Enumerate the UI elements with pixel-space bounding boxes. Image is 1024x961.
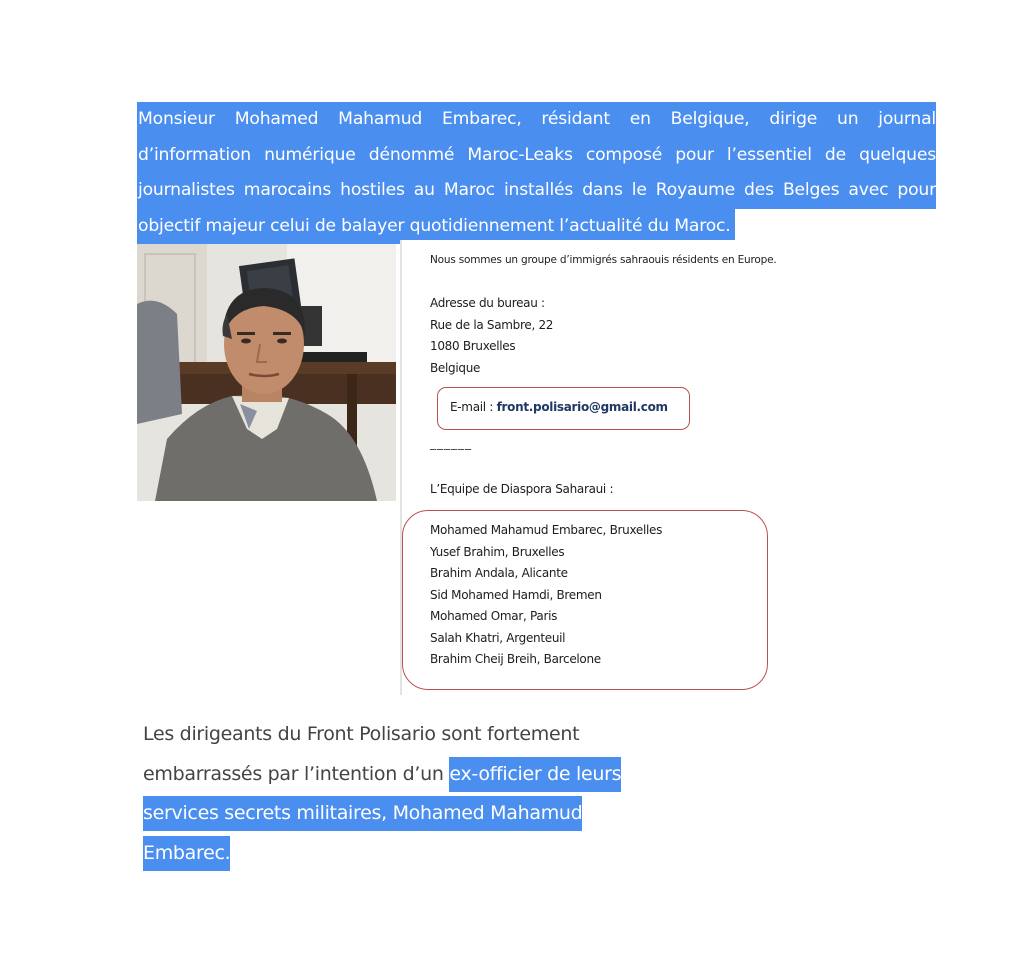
paragraph-line bbox=[143, 755, 703, 795]
team-list bbox=[430, 520, 662, 671]
address-label: Adresse du bureau : bbox=[430, 296, 545, 310]
email-label: E-mail : bbox=[450, 400, 494, 414]
plain-text: embarrassés par l’intention d’un bbox=[143, 762, 450, 785]
contact-document bbox=[400, 240, 822, 695]
document-intro: Nous sommes un groupe d’immigrés sahraouis résidents en Europe. bbox=[430, 254, 777, 266]
portrait-photo bbox=[137, 244, 396, 501]
paragraph-line: journalistes marocains hostiles au Maroc installés dans le Royaume des Belges avec pour bbox=[137, 173, 936, 209]
highlighted-paragraph bbox=[137, 102, 936, 258]
team-title: L’Equipe de Diaspora Saharaui : bbox=[430, 482, 614, 496]
paragraph-line: Monsieur Mohamed Mahamud Embarec, résidant en Belgique, dirige un journal bbox=[137, 102, 936, 138]
address-street: Rue de la Sambre, 22 bbox=[430, 317, 554, 332]
address-country: Belgique bbox=[430, 360, 481, 375]
team-member: Yusef Brahim, Bruxelles bbox=[430, 544, 565, 559]
team-member: Sid Mohamed Hamdi, Bremen bbox=[430, 587, 602, 602]
paragraph-line: d’information numérique dénommé Maroc-Leaks composé pour l’essentiel de quelques bbox=[137, 138, 936, 174]
email-box bbox=[437, 387, 690, 430]
paragraph-line: objectif majeur celui de balayer quotidiennement l’actualité du Maroc. bbox=[137, 209, 735, 245]
office-address bbox=[430, 293, 553, 379]
address-city: 1080 Bruxelles bbox=[430, 339, 516, 353]
separator: ______ bbox=[430, 436, 472, 450]
paragraph-line bbox=[143, 834, 703, 874]
paragraph-line bbox=[143, 794, 703, 834]
article-paragraph bbox=[143, 715, 703, 873]
portrait-illustration bbox=[137, 244, 396, 501]
highlighted-text: services secrets militaires, Mohamed Mahamud bbox=[143, 796, 582, 831]
email-address[interactable]: front.polisario@gmail.com bbox=[496, 400, 668, 414]
paragraph-line: Les dirigeants du Front Polisario sont fortement bbox=[143, 723, 580, 745]
team-member: Brahim Cheij Breih, Barcelone bbox=[430, 652, 601, 666]
team-member: Brahim Andala, Alicante bbox=[430, 566, 568, 580]
highlighted-text: Embarec. bbox=[143, 836, 230, 871]
team-member: Mohamed Mahamud Embarec, Bruxelles bbox=[430, 523, 663, 537]
team-member: Mohamed Omar, Paris bbox=[430, 609, 558, 623]
team-member: Salah Khatri, Argenteuil bbox=[430, 630, 566, 645]
highlighted-text: ex-officier de leurs bbox=[449, 757, 621, 792]
